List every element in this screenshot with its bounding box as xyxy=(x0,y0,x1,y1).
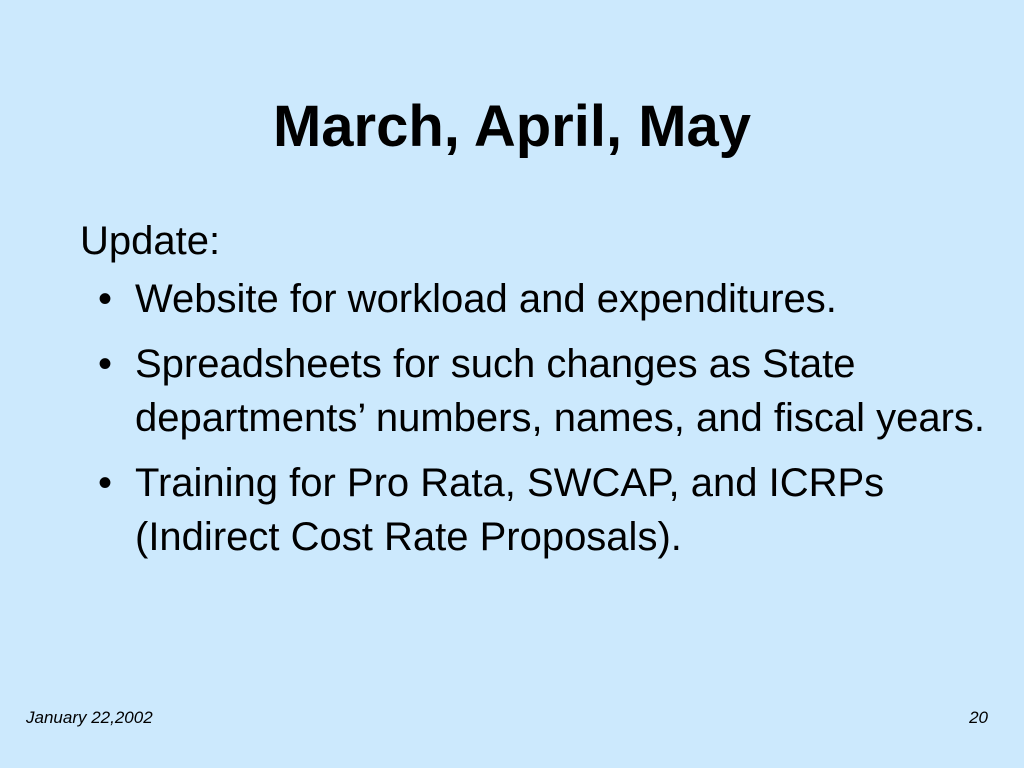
bullet-icon: • xyxy=(98,342,113,386)
bullet-text: Website for workload and expenditures. xyxy=(135,277,837,321)
bullet-text: Spreadsheets for such changes as State departments’ numbers, names, and fiscal years. xyxy=(135,342,986,440)
bullet-item xyxy=(90,456,990,564)
bullet-item xyxy=(90,337,990,445)
footer-date: January 22,2002 xyxy=(26,708,153,727)
bullet-icon: • xyxy=(98,277,113,321)
bullet-icon: • xyxy=(98,461,113,505)
page-number: 20 xyxy=(969,708,988,727)
bullet-list xyxy=(90,272,990,575)
intro-text: Update: xyxy=(80,219,221,263)
bullet-item xyxy=(90,272,990,326)
slide-title: March, April, May xyxy=(272,94,752,159)
bullet-text: Training for Pro Rata, SWCAP, and ICRPs (Indirect Cost Rate Proposals). xyxy=(135,461,885,559)
